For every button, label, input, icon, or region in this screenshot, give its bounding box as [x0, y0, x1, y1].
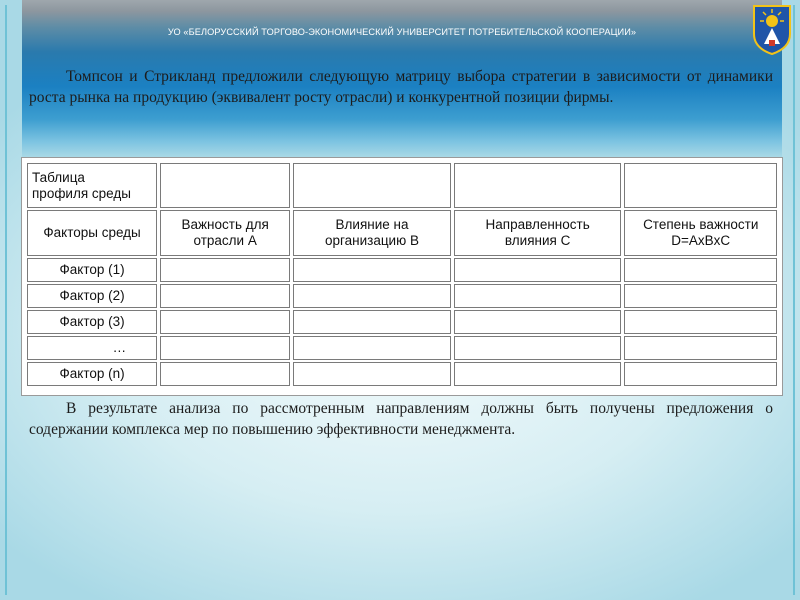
table-cell	[624, 284, 777, 308]
table-cell	[454, 163, 622, 208]
factor-label: …	[27, 336, 157, 360]
table-cell	[293, 362, 451, 386]
table-caption-line2: профиля среды	[32, 185, 131, 201]
header-title: УО «БЕЛОРУССКИЙ ТОРГОВО-ЭКОНОМИЧЕСКИЙ УНИВЕРСИТЕТ ПОТРЕБИТЕЛЬСКОЙ КООПЕРАЦИИ»	[167, 27, 637, 37]
table-cell	[624, 362, 777, 386]
factor-label: Фактор (3)	[27, 310, 157, 334]
table-cell	[160, 310, 290, 334]
table-cell	[293, 336, 451, 360]
table-cell	[160, 258, 290, 282]
table-cell	[454, 362, 622, 386]
col-header-b-line2: организацию В	[324, 233, 419, 248]
col-header-d-line2: D=AxBxC	[671, 233, 731, 248]
factor-label: Фактор (2)	[27, 284, 157, 308]
table-cell	[293, 258, 451, 282]
table-cell	[293, 310, 451, 334]
table-header-row	[27, 210, 777, 256]
table-cell	[624, 163, 777, 208]
table-cell	[454, 258, 622, 282]
col-header-c	[454, 210, 622, 256]
col-header-c-line1: Направленность	[485, 217, 590, 232]
table-cell	[160, 336, 290, 360]
table-row	[27, 310, 777, 334]
table-cell	[160, 362, 290, 386]
table-cell	[454, 336, 622, 360]
col-header-a-line1: Важность для	[181, 217, 269, 232]
col-header-b	[293, 210, 451, 256]
row-header-cell: Факторы среды	[27, 210, 157, 256]
table-cell	[160, 284, 290, 308]
table-cell	[624, 258, 777, 282]
factor-label: Фактор (1)	[27, 258, 157, 282]
table-row	[27, 336, 777, 360]
table-cell	[624, 336, 777, 360]
col-header-d	[624, 210, 777, 256]
intro-paragraph: Томпсон и Стрикланд предложили следующую матрицу выбора стратегии в зависимости от динамики роста рынка на продукцию (эквивалент росту отрасли) и конкурентной позиции фирмы.	[29, 68, 773, 106]
table-cell	[454, 284, 622, 308]
table-caption-line1: Таблица	[32, 169, 85, 185]
university-emblem-icon	[752, 4, 792, 56]
factor-label: Фактор (n)	[27, 362, 157, 386]
profile-table	[24, 161, 780, 388]
col-header-b-line1: Влияние на	[335, 217, 409, 232]
table-cell	[293, 284, 451, 308]
table-cell	[160, 163, 290, 208]
table-row	[27, 258, 777, 282]
col-header-c-line2: влияния С	[504, 233, 571, 248]
table-cell	[293, 163, 451, 208]
table-row	[27, 284, 777, 308]
table-cell	[624, 310, 777, 334]
table-row	[27, 362, 777, 386]
conclusion-paragraph: В результате анализа по рассмотренным направлениям должны быть получены предложения о содержании комплекса мер по повышению эффективности менеджмента.	[29, 400, 773, 438]
col-header-d-line1: Степень важности	[643, 217, 759, 232]
table-title-row	[27, 163, 777, 208]
table-caption-cell	[27, 163, 157, 208]
col-header-a	[160, 210, 290, 256]
environment-profile-table	[21, 157, 783, 396]
table-cell	[454, 310, 622, 334]
col-header-a-line2: отрасли А	[193, 233, 257, 248]
